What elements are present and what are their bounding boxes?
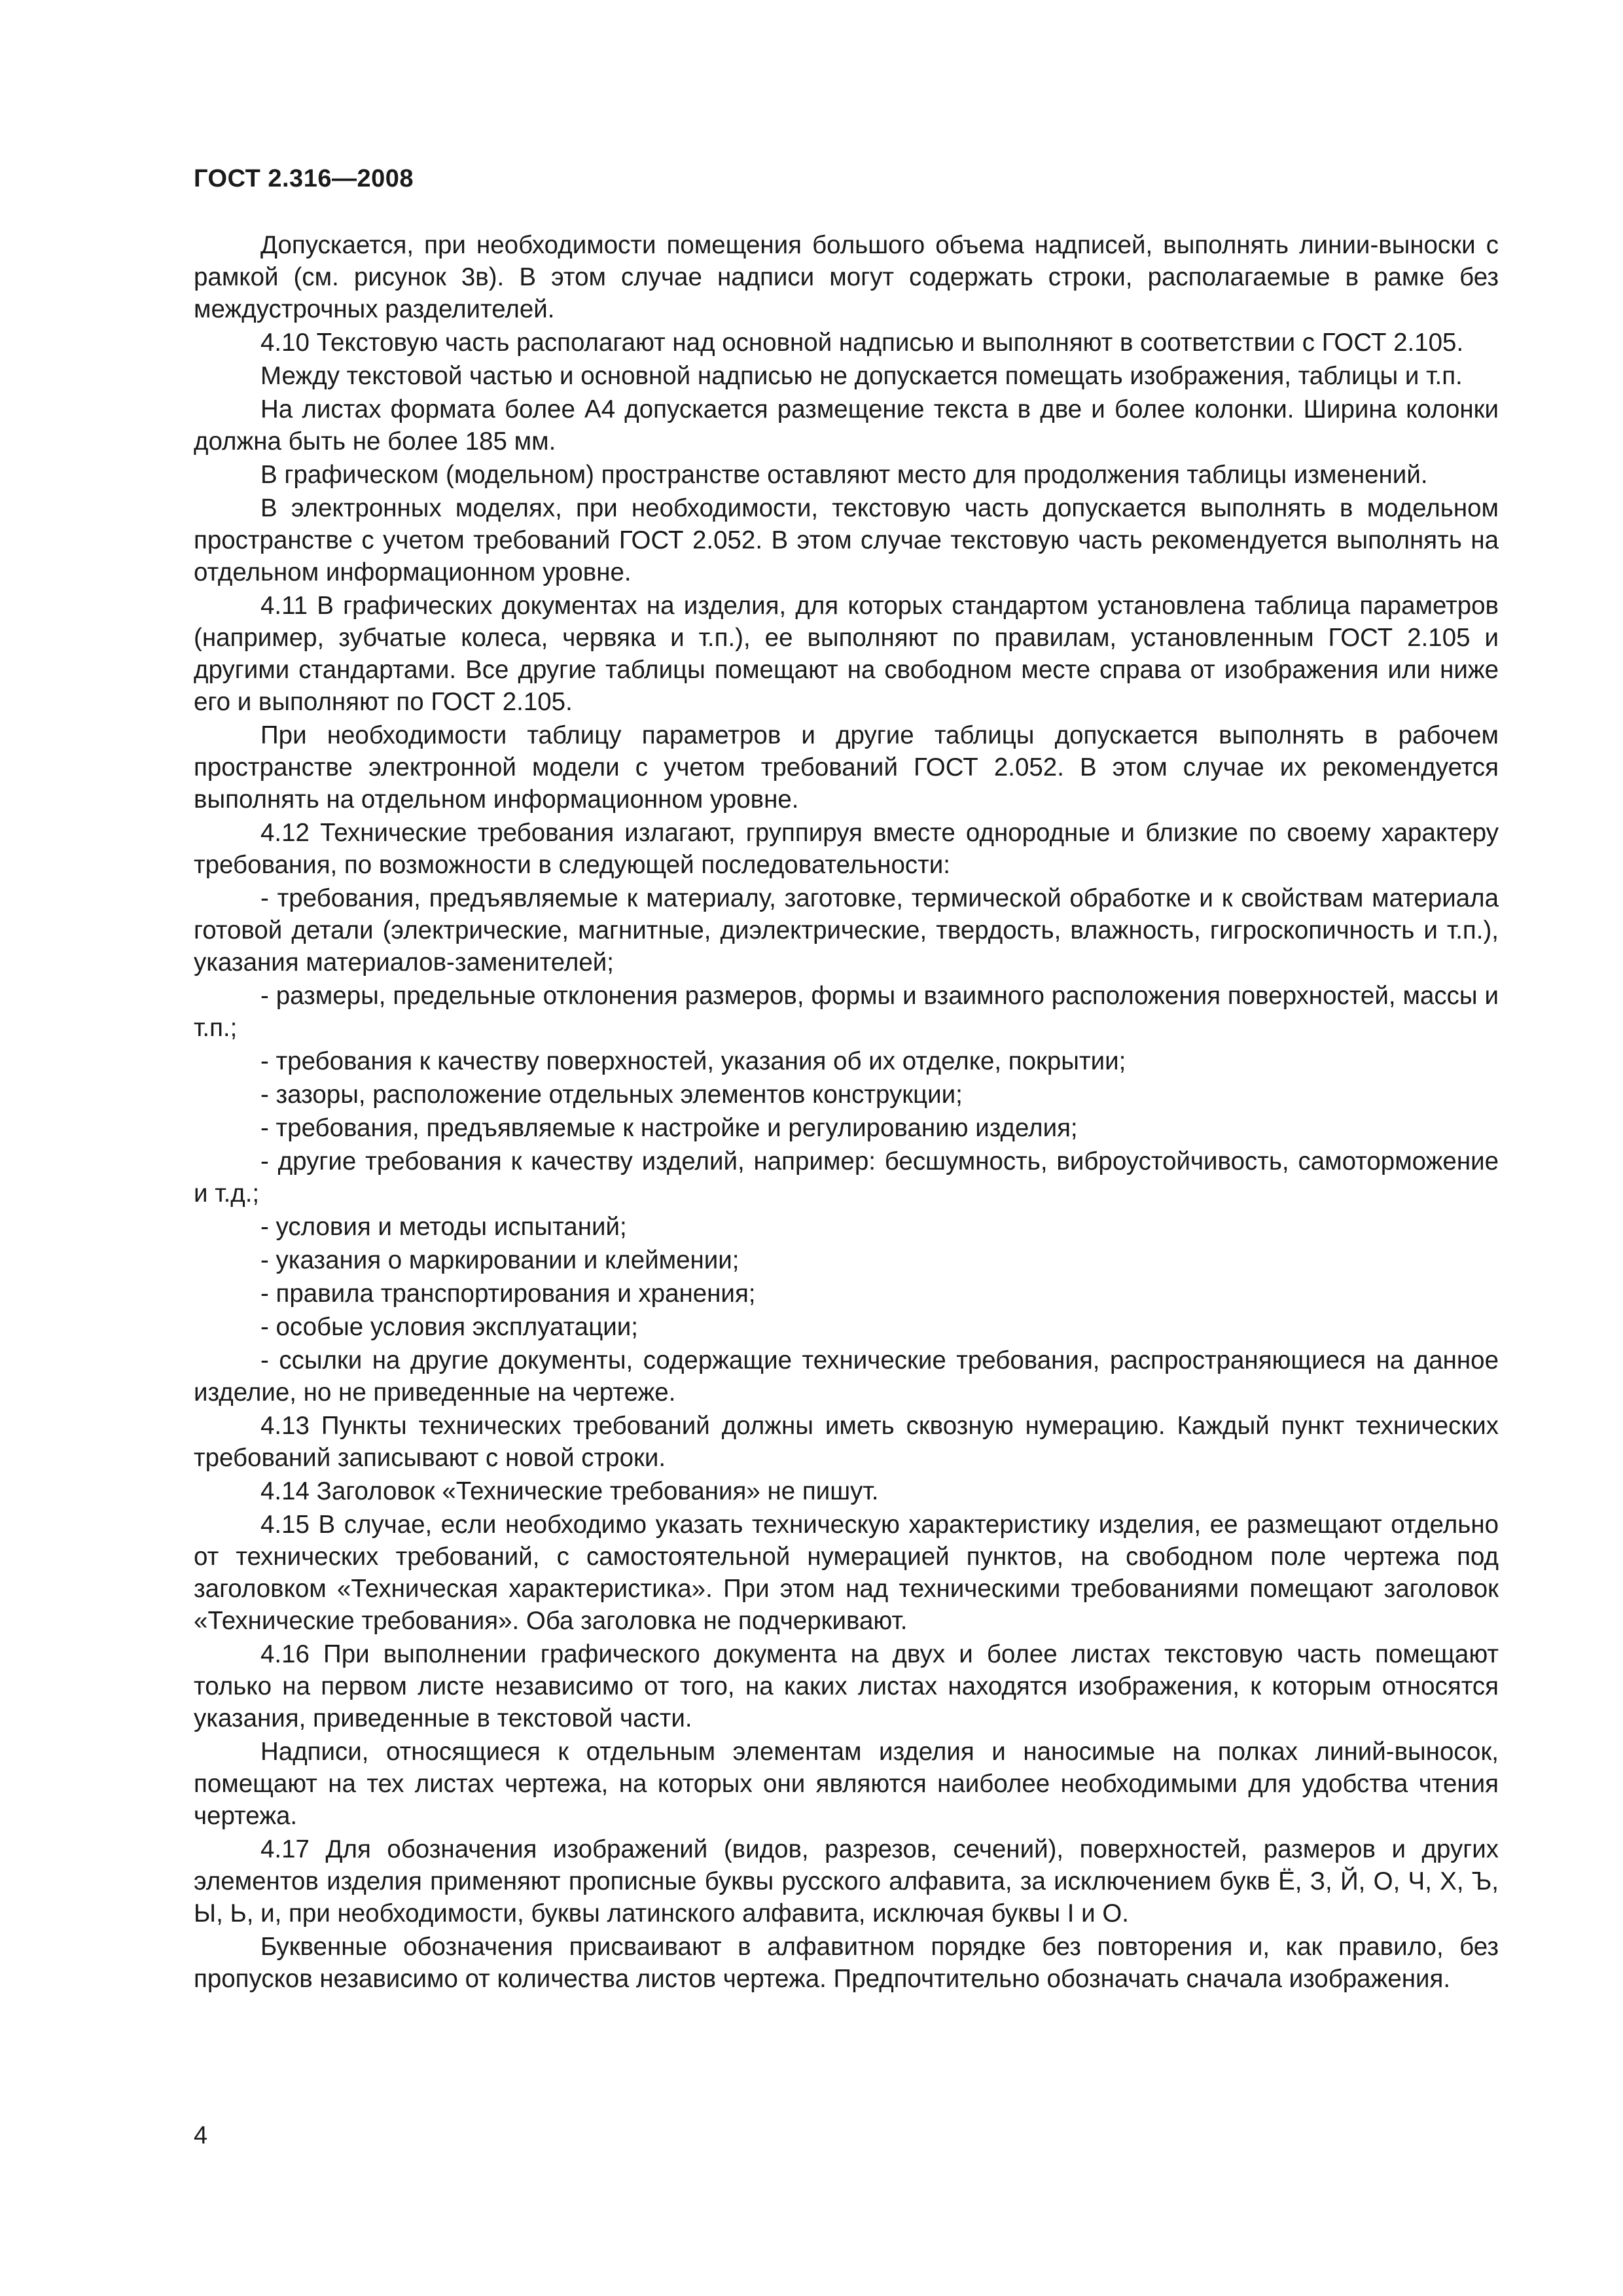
paragraph: 4.16 При выполнении графического документа на двух и более листах текстовую часть помещают только на первом листе независимо от того, на каких листах находятся изображения, к которым относятся указания, приведенные в текстовой части. — [194, 1640, 1499, 1732]
list-item: - ссылки на другие документы, содержащие технические требования, распространяющиеся на данное изделие, но не приведенные на чертеже. — [194, 1346, 1499, 1407]
paragraph: 4.17 Для обозначения изображений (видов, разрезов, сечений), поверхностей, размеров и других элементов изделия применяют прописные буквы русского алфавита, за исключением букв Ё, З, Й, О, Ч, Х, Ъ, Ы, Ь, и, при необходимости, буквы латинского алфавита, исключая буквы I и О. — [194, 1835, 1499, 1928]
paragraph: Надписи, относящиеся к отдельным элементам изделия и наносимые на полках линий-выносок, помещают на тех листах чертежа, на которых они являются наиболее необходимыми для удобства чтения чертежа. — [194, 1738, 1499, 1830]
paragraph: 4.13 Пункты технических требований должны иметь сквозную нумерацию. Каждый пункт технических требований записывают с новой строки. — [194, 1412, 1499, 1472]
list-item: - размеры, предельные отклонения размеров, формы и взаимного расположения поверхностей, массы и т.п.; — [194, 982, 1499, 1042]
paragraph: 4.14 Заголовок «Технические требования» не пишут. — [260, 1477, 879, 1505]
paragraph: При необходимости таблицу параметров и другие таблицы допускается выполнять в рабочем пространстве электронной модели с учетом требований ГОСТ 2.052. В этом случае их рекомендуется выполнять на отдельном информационном уровне. — [194, 721, 1499, 814]
paragraph: На листах формата более А4 допускается размещение текста в две и более колонки. Ширина колонки должна быть не более 185 мм. — [194, 395, 1499, 456]
list-item: - другие требования к качеству изделий, например: бесшумность, виброустойчивость, самоторможение и т.д.; — [194, 1147, 1499, 1208]
paragraph: Буквенные обозначения присваивают в алфавитном порядке без повторения и, как правило, без пропусков независимо от количества листов чертежа. Предпочтительно обозначать сначала изображения. — [194, 1933, 1499, 1993]
document-body — [194, 229, 1499, 1996]
page-number: 4 — [194, 2122, 208, 2149]
document-header: ГОСТ 2.316—2008 — [194, 165, 414, 192]
paragraph: 4.15 В случае, если необходимо указать техническую характеристику изделия, ее размещают отдельно от технических требований, с самостоятельной нумерацией пунктов, на свободном поле чертежа под заголовком «Техническая характеристика». При этом над техническими требованиями помещают заголовок «Технические требования». Оба заголовка не подчеркивают. — [194, 1511, 1499, 1635]
list-item: - требования, предъявляемые к материалу, заготовке, термической обработке и к свойствам материала готовой детали (электрические, магнитные, диэлектрические, твердость, влажность, гигроскопичность и т.п.), указания материалов-заменителей; — [194, 884, 1499, 977]
paragraph: В графическом (модельном) пространстве оставляют место для продолжения таблицы изменений. — [260, 461, 1428, 489]
paragraph: 4.10 Текстовую часть располагают над основной надписью и выполняют в соответствии с ГОСТ 2.105. — [260, 329, 1464, 357]
list-item: - требования, предъявляемые к настройке и регулированию изделия; — [260, 1114, 1078, 1142]
list-item: - условия и методы испытаний; — [260, 1213, 627, 1241]
list-item: - правила транспортирования и хранения; — [260, 1280, 756, 1308]
paragraph: 4.11 В графических документах на изделия, для которых стандартом установлена таблица параметров (например, зубчатые колеса, червяка и т.п.), ее выполняют по правилам, установленным ГОСТ 2.105 и другими стандартами. Все другие таблицы помещают на свободном месте справа от изображения или ниже его и выполняют по ГОСТ 2.105. — [194, 592, 1499, 716]
paragraph: В электронных моделях, при необходимости, текстовую часть допускается выполнять в модельном пространстве с учетом требований ГОСТ 2.052. В этом случае текстовую часть рекомендуется выполнять на отдельном информационном уровне. — [194, 494, 1499, 586]
list-item: - особые условия эксплуатации; — [260, 1313, 638, 1341]
paragraph: Между текстовой частью и основной надписью не допускается помещать изображения, таблицы и т.п. — [260, 362, 1463, 390]
paragraph: 4.12 Технические требования излагают, группируя вместе однородные и близкие по своему характеру требования, по возможности в следующей последовательности: — [194, 819, 1499, 879]
list-item: - зазоры, расположение отдельных элементов конструкции; — [260, 1081, 963, 1109]
list-item: - требования к качеству поверхностей, указания об их отделке, покрытии; — [260, 1047, 1126, 1075]
paragraph: Допускается, при необходимости помещения большого объема надписей, выполнять линии-выноски с рамкой (см. рисунок 3в). В этом случае надписи могут содержать строки, располагаемые в рамке без междустрочных разделителей. — [194, 231, 1499, 323]
list-item: - указания о маркировании и клеймении; — [260, 1246, 740, 1274]
